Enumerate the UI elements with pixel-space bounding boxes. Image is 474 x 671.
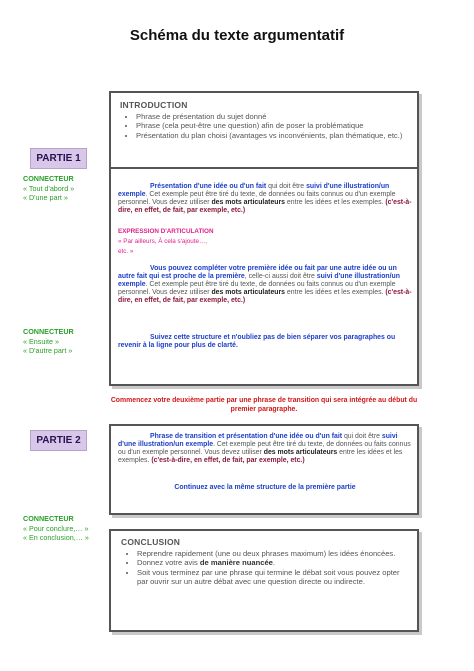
explanation-text: . Cet exemple peut être tiré du texte, de données ou faits connus ou d'un exemple personnel. Vous devez utiliser — [118, 191, 396, 207]
conclusion-heading: CONCLUSION — [121, 537, 181, 547]
idea-text: Vous pouvez compléter votre première idée ou fait par une autre idée ou un autre fait qui est proche de la première — [118, 264, 397, 280]
introduction-heading: INTRODUCTION — [120, 100, 188, 110]
explanation-text: . Cet exemple peut être tiré du texte, de données ou faits connus ou d'un exemple personnel. Vous devez utiliser — [118, 281, 396, 297]
explanation-text: entre les idées et les exemples. — [285, 289, 386, 297]
connector-3 — [23, 514, 89, 543]
introduction-list — [120, 112, 408, 140]
partie-2-paragraph-2: Continuez avec la même structure de la première partie — [174, 483, 356, 491]
expression-block — [118, 228, 412, 256]
expression-heading: EXPRESSION D'ARTICULATION — [118, 227, 214, 235]
conclusion-box — [109, 529, 419, 632]
connector-1 — [23, 174, 74, 203]
list-item — [137, 558, 407, 567]
list-item: • Soit vous terminez par une phrase qui termine le débat soit vous pouvez opter par ouvrir sur un autre débat avec une question directe ou indirecte. — [137, 568, 407, 587]
transition-note: Commencez votre deuxième partie par une phrase de transition qui sera intégrée au début du premier paragraphe. — [110, 397, 418, 413]
partie-1-box — [109, 167, 419, 386]
connector-item: « D'une part » — [23, 193, 68, 203]
explanation-text: . Cet exemple peut être tiré du texte, de données ou faits connus ou d'un exemple personnel. Vous devez utiliser — [118, 441, 411, 457]
page-title: Schéma du texte argumentatif — [129, 27, 345, 44]
connector-heading: CONNECTEUR — [23, 327, 74, 336]
examples-text: (c'est-à-dire, en effet, de fait, par exemple, etc.) — [118, 289, 412, 305]
explanation-text: entre les idées et les exemples. — [285, 199, 386, 207]
connector-item: « Tout d'abord » — [23, 183, 75, 193]
partie-1-paragraph-1 — [118, 183, 412, 216]
expression-line: etc. » — [118, 248, 134, 256]
articulators-text: des mots articulateurs — [263, 449, 338, 457]
connector-text: qui doit être — [342, 433, 382, 440]
partie-1-paragraph-3: Suivez cette structure et n'oubliez pas de bien séparer vos paragraphes ou revenir à la ligne pour plus de clarté. — [118, 333, 396, 349]
connector-heading: CONNECTEUR — [23, 174, 74, 183]
example-text: suivi d'une illustration/un exemple — [118, 433, 398, 449]
articulators-text: des mots articulateurs — [211, 199, 285, 207]
articulators-text: des mots articulateurs — [211, 289, 285, 297]
partie-1-paragraph-2 — [118, 265, 412, 306]
examples-text: (c'est-à-dire, en effet, de fait, par exemple, etc.) — [118, 199, 412, 215]
examples-text: (c'est-à-dire, en effet, de fait, par exemple, etc.) — [151, 457, 305, 465]
explanation-text: entre les idées et les exemples. — [118, 449, 403, 465]
list-item: • Phrase (cela peut-être une question) afin de poser la problématique — [136, 121, 408, 130]
expression-line: « Par ailleurs, À cela s'ajoute…, — [118, 237, 208, 245]
connector-text: , celle-ci aussi doit être — [244, 272, 317, 280]
partie-2-paragraph-1 — [118, 433, 412, 466]
connector-item: « Pour conclure,… » — [23, 523, 89, 533]
partie-2-label: PARTIE 2 — [30, 430, 87, 451]
example-text: suivi d'une illustration/un exemple — [118, 272, 400, 289]
connector-item: « Ensuite » — [23, 336, 59, 346]
connector-item: « D'autre part » — [23, 346, 73, 356]
nuance-text: de manière nuancée — [199, 558, 273, 568]
idea-text: Phrase de transition et présentation d'une idée ou d'un fait — [150, 433, 343, 440]
list-item: • Reprendre rapidement (une ou deux phrases maximum) les idées énoncées. — [137, 549, 407, 558]
list-item: • Présentation du plan choisi (avantages vs inconvénients, plan thématique, etc.) — [136, 131, 408, 140]
list-item-text: . — [272, 558, 276, 568]
connector-text: qui doit être — [266, 183, 307, 190]
list-item: • Phrase de présentation du sujet donné — [136, 112, 408, 121]
connector-2 — [23, 327, 74, 356]
connector-heading: CONNECTEUR — [23, 514, 74, 523]
connector-item: « En conclusion,… » — [23, 533, 89, 543]
partie-1-label: PARTIE 1 — [30, 148, 87, 169]
conclusion-list — [121, 549, 407, 586]
list-item-text: Donnez votre avis — [137, 558, 200, 568]
partie-2-box — [109, 424, 419, 515]
example-text: suivi d'une illustration/un exemple — [118, 183, 390, 199]
idea-text: Présentation d'une idée ou d'un fait — [150, 183, 267, 190]
